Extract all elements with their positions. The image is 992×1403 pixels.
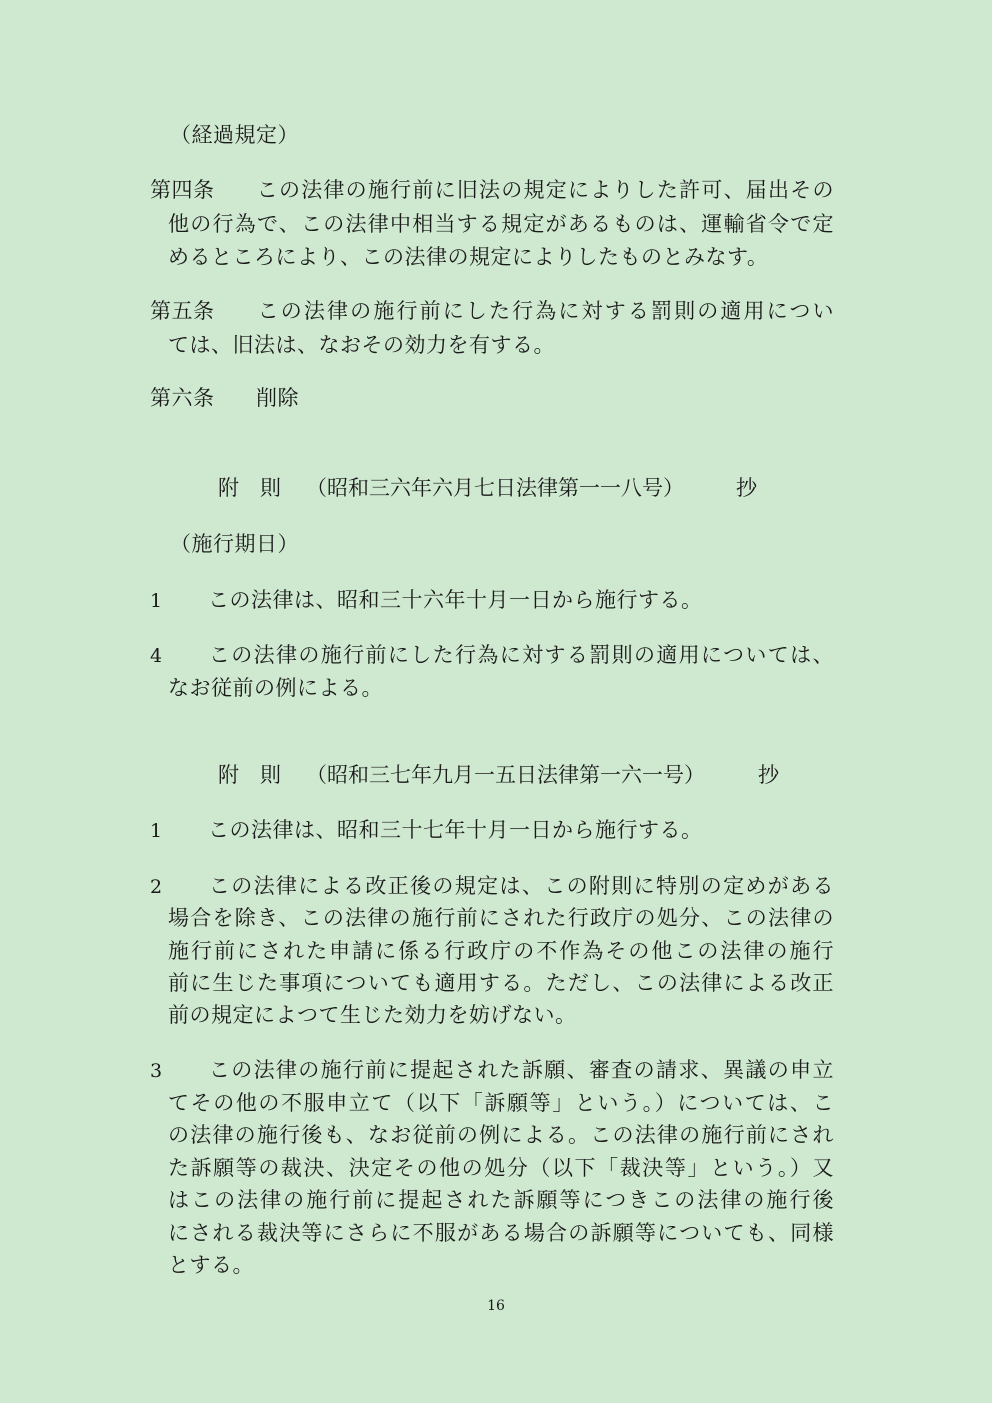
supplementary-note: 抄	[758, 763, 779, 787]
supplementary-title: 附 則	[218, 476, 281, 500]
article-number: 第五条	[150, 299, 215, 323]
item-line: 施行前にされた申請に係る行政庁の不作為その他この法律の施行	[168, 939, 834, 963]
item-number: 1	[150, 590, 163, 612]
item-number: 4	[150, 645, 163, 667]
item-line: の法律の施行後も、なお従前の例による。この法律の施行前にされ	[168, 1123, 834, 1147]
item-line: にされる裁決等にさらに不服がある場合の訴願等についても、同様	[168, 1221, 834, 1245]
article-4-line-2: 他の行為で、この法律中相当する規定があるものは、運輸省令で定	[168, 212, 834, 236]
article-number: 第六条	[150, 386, 215, 410]
supplementary-note: 抄	[736, 476, 757, 500]
page-number: 16	[487, 1298, 505, 1314]
supplementary-heading	[218, 758, 779, 792]
supplementary-law-ref: （昭和三六年六月七日法律第一一八号）	[306, 476, 684, 500]
section-caption: （経過規定）	[170, 123, 299, 147]
item-line: 2 この法律による改正後の規定は、この附則に特別の定めがある	[150, 869, 834, 903]
supplementary-title: 附 則	[218, 763, 281, 787]
item-number: 1	[150, 820, 163, 842]
article-4-line-1: 第四条 この法律の施行前に旧法の規定によりした許可、届出その	[150, 173, 834, 207]
item-number: 2	[150, 876, 163, 898]
article-5-line-1: 第五条 この法律の施行前にした行為に対する罰則の適用につい	[150, 294, 834, 328]
item-line: た訴願等の裁決、決定その他の処分（以下「裁決等」という。）又	[168, 1156, 834, 1180]
supplementary-law-ref: （昭和三七年九月一五日法律第一六一号）	[306, 763, 705, 787]
article-4-line-3: めるところにより、この法律の規定によりしたものとみなす。	[168, 245, 769, 269]
item-line: 1 この法律は、昭和三十七年十月一日から施行する。	[150, 813, 703, 847]
article-6	[150, 381, 299, 415]
item-line: 場合を除き、この法律の施行前にされた行政庁の処分、この法律の	[168, 906, 834, 930]
item-number: 3	[150, 1060, 163, 1082]
item-line: なお従前の例による。	[168, 676, 383, 700]
item-line: とする。	[168, 1253, 254, 1277]
supplementary-heading	[218, 471, 757, 505]
item-line: 3 この法律の施行前に提起された訴願、審査の請求、異議の申立	[150, 1053, 834, 1087]
item-line: 前の規定によつて生じた効力を妨げない。	[168, 1003, 577, 1027]
section-caption: （施行期日）	[170, 532, 299, 556]
article-6-text: 削除	[256, 386, 299, 410]
item-line: 1 この法律は、昭和三十六年十月一日から施行する。	[150, 583, 703, 617]
article-number: 第四条	[150, 178, 215, 202]
article-5-line-2: ては、旧法は、なおその効力を有する。	[168, 333, 555, 357]
item-line: はこの法律の施行前に提起された訴願等につきこの法律の施行後	[168, 1188, 834, 1212]
item-line: 前に生じた事項についても適用する。ただし、この法律による改正	[168, 971, 834, 995]
item-line: てその他の不服申立て（以下「訴願等」という。）については、こ	[168, 1091, 834, 1115]
item-line: 4 この法律の施行前にした行為に対する罰則の適用については、	[150, 638, 834, 672]
